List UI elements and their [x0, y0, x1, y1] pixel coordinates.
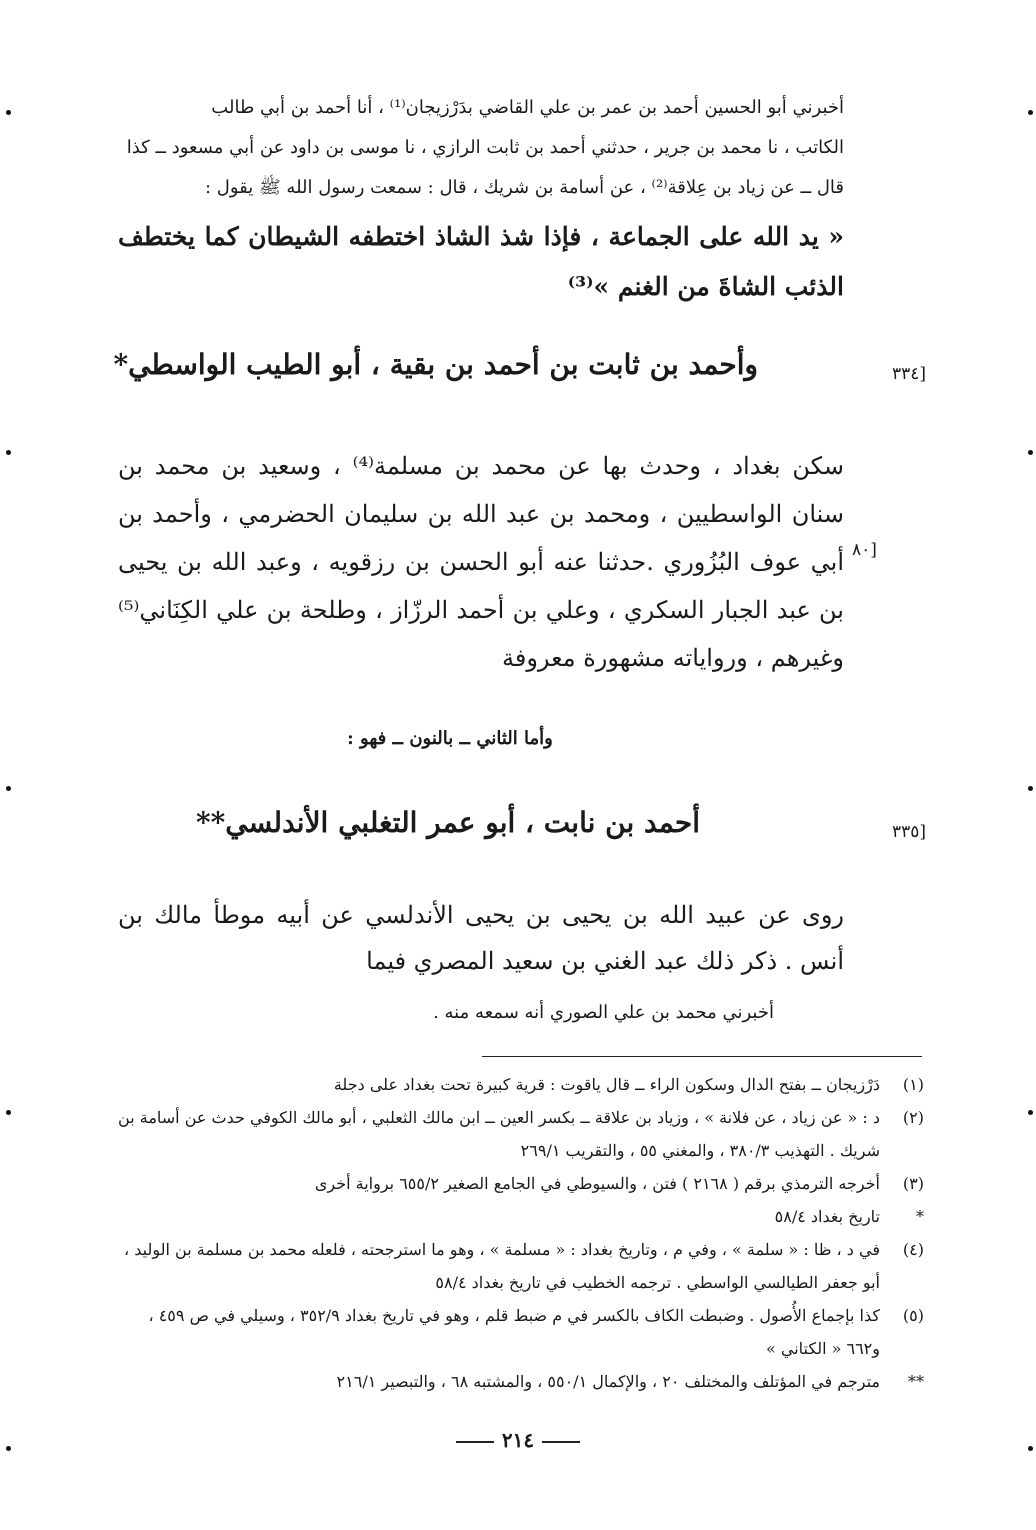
footnote-number: (٤) [902, 1240, 924, 1259]
entry-number: [٣٣٥ [891, 822, 926, 842]
hadith-quote: « يد الله على الجماعة ، فإذا شذ الشاذ اختطفه الشيطان كما يختطف الذئب الشاةَ من الغنم »⁽³⁾ [118, 222, 844, 301]
footnote [112, 1233, 924, 1299]
isnad-intro [118, 88, 844, 208]
folio-dash [542, 1441, 580, 1443]
entry-334-heading [100, 348, 926, 408]
entry-title: أحمد بن نابت ، أبو عمر التغلبي الأندلسي** [195, 806, 700, 839]
scan-mark [6, 1446, 11, 1451]
entry-334-biography: سكن بغداد ، وحدث بها عن محمد بن مسلمة⁽⁴⁾ ، وسعيد بن محمد بن سنان الواسطيين ، ومحمد بن عبد الله بن سليمان الحضرمي ، وأحمد بن أبي عوف البُزُوري .حدثنا عنه أبو الحسن بن رزقويه ، وعبد الله بن يحيى بن عبد الجبار السكري ، وعلي بن أحمد الرزّاز ، وطلحة بن علي الكِنَاني⁽⁵⁾ وغيرهم ، ورواياته مشهورة معروفة [118, 452, 845, 672]
scan-mark [6, 110, 11, 115]
footnote-number: (٢) [902, 1108, 924, 1127]
footnote [112, 1167, 924, 1200]
footnote-text: في د ، ظا : « سلمة » ، وفي م ، وتاريخ بغداد : « مسلمة » ، وهو ما استرجحته ، فلعله محمد بن مسلمة بن الوليد ، أبو جعفر الطيالسي الواسطي . ترجمه الخطيب في تاريخ بغداد ٥٨/٤ [124, 1240, 880, 1292]
scan-mark [6, 1110, 11, 1115]
footnote-text: كذا بإجماع الأُصول . وضبطت الكاف بالكسر في م ضبط قلم ، وهو في تاريخ بغداد ٣٥٢/٩ ، وسيلي في ص ٤٥٩ ، و٦٦٢ « الكتاني » [148, 1306, 880, 1358]
entry-335-note: أخبرني محمد بن علي الصوري أنه سمعه منه . [433, 1002, 774, 1023]
page-number-footer [0, 1428, 1036, 1452]
footnote-number: (٣) [902, 1174, 924, 1193]
scan-mark [1028, 110, 1033, 115]
margin-reference: [٨٠ [852, 540, 877, 560]
entry-number: [٣٣٤ [891, 364, 926, 384]
scan-mark [6, 450, 11, 455]
footnote-number: * [916, 1207, 924, 1226]
intro-line: قال ــ عن زياد بن عِلاقة⁽²⁾ ، عن أسامة بن شريك ، قال : سمعت رسول الله ﷺ يقول : [204, 177, 844, 198]
scan-mark [1028, 786, 1033, 791]
footnote [112, 1200, 924, 1233]
scan-mark [1028, 1446, 1033, 1451]
scan-mark [1028, 1110, 1033, 1115]
entry-335-biography: روى عن عبيد الله بن يحيى بن يحيى الأندلسي عن أبيه موطأ مالك بن أنس . ذكر ذلك عبد الغني بن سعيد المصري فيما [118, 901, 845, 975]
footnote-text: دَرْزيجان ــ بفتح الدال وسكون الراء ــ قال ياقوت : قرية كبيرة تحت بغداد على دجلة [333, 1075, 880, 1094]
footnote [112, 1101, 924, 1167]
section-heading: وأما الثاني ــ بالنون ــ فهو : [347, 728, 553, 749]
scan-mark [1028, 450, 1033, 455]
footnote-text: مترجم في المؤتلف والمختلف ٢٠ ، والإكمال ٥٥٠/١ ، والمشتبه ٦٨ ، والتبصير ٢١٦/١ [336, 1372, 880, 1391]
folio-dash [456, 1441, 494, 1443]
footnote-number: (١) [902, 1075, 924, 1094]
footnote-number: ** [908, 1372, 924, 1391]
intro-line: الكاتب ، نا محمد بن جرير ، حدثني أحمد بن ثابت الرازي ، نا موسى بن داود عن أبي مسعود ــ كذا [126, 137, 844, 158]
entry-title: وأحمد بن ثابت بن أحمد بن بقية ، أبو الطيب الواسطي* [113, 348, 758, 381]
footnote [112, 1299, 924, 1365]
entry-335-heading [100, 806, 926, 866]
footnote [112, 1068, 924, 1101]
footnote [112, 1365, 924, 1398]
footnote-text: د : « عن زياد ، عن فلانة » ، وزياد بن علاقة ــ بكسر العين ــ ابن مالك الثعلبي ، أبو مالك الكوفي حدث عن أسامة بن شريك . التهذيب ٣٨٠/٣ ، والمغني ٥٥ ، والتقريب ٢٦٩/١ [118, 1108, 880, 1160]
page-number: ٢١٤ [501, 1428, 535, 1452]
scan-mark [6, 786, 11, 791]
footnote-text: تاريخ بغداد ٥٨/٤ [774, 1207, 880, 1226]
footnote-number: (٥) [902, 1306, 924, 1325]
footnotes [112, 1068, 924, 1398]
intro-line: أخبرني أبو الحسين أحمد بن عمر بن علي القاضي بدَرْزيجان⁽¹⁾ ، أنا أحمد بن أبي طالب [211, 97, 844, 118]
footnote-text: أخرجه الترمذي برقم ( ٢١٦٨ ) فتن ، والسيوطي في الجامع الصغير ٦٥٥/٢ برواية أخرى [314, 1174, 880, 1193]
footnote-divider [482, 1056, 922, 1057]
